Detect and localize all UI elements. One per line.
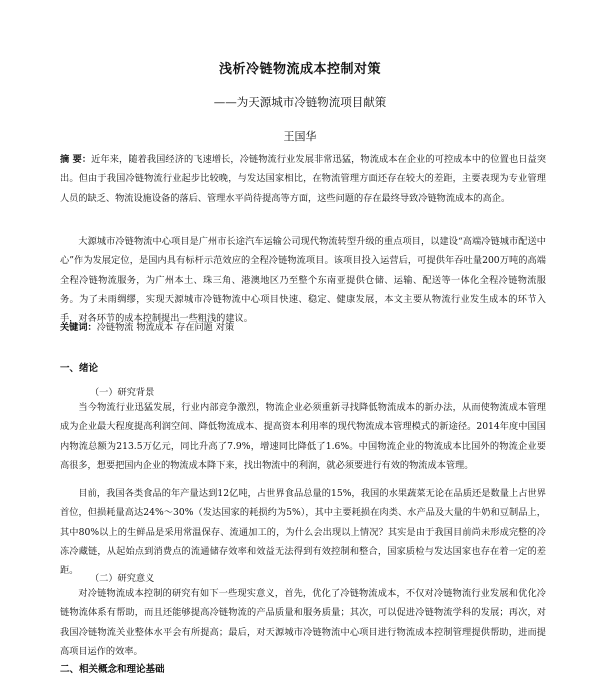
section-1-1-heading: （一）研究背景: [90, 387, 155, 398]
paper-title: 浅析冷链物流成本控制对策: [218, 62, 381, 77]
section-1-2-paragraph-1: 对冷链物流成本控制的研究有如下一些现实意义，首先，优化了冷链物流成本，不仅对冷链物流行业发展和优化冷链物流体系有帮助，而且还能够提高冷链物流的产品质量和服务质量；其次，可以促进冷链物流学科的发展；再次，对我国冷链物流关业整体水平会有所提高；最后，对天源城市冷链物流中心项目进行物流成本控制管理提供帮助，进而提高项目运作的效率。: [60, 588, 546, 657]
abstract-paragraph-2: 大源城市冷链物流中心项目是广州市长途汽车运输公司现代物流转型升级的重点项目，以建设“高端冷链城市配送中心”作为发展定位，是国内具有标杆示范效应的全程冷链物流项目。该项目投入运营后，可提供年吞吐量200万吨的高端全程冷链物流服务，为广州本土、珠三角、港澳地区乃至整个东南亚提供仓储、运输、配送等一体化全程冷链物流服务。为了未雨绸缪，实现天源城市冷链物流中心项目快速、稳定、健康发展，本文主要从物流行业发生成本的环节入手，对各环节的成本控制提出一些粗浅的建议。: [60, 236, 546, 325]
section-1-heading: 一、绪论: [60, 363, 99, 374]
section-2-heading: 二、相关概念和理论基础: [60, 664, 165, 675]
abstract-label: 摘 要：: [60, 154, 92, 165]
author-name: 王国华: [283, 130, 317, 143]
section-1-1-paragraph-1: 当今物流行业迅猛发展，行业内部竞争激烈，物流企业必须重新寻找降低物流成本的新办法，从而使物流成本管理成为企业最大程度提高利润空间、降低物流成本、提高资本利用率的现代物流成本管理模式的新途径。2014年度中国国内物流总额为213.5万亿元，同比升高了7.9%，增速同比降低了1.6%。中国物流企业的物流成本比国外的物流企业要高很多，想要把国内企业的物流成本降下来，找出物流中的利润，就必须要进行有效的物流成本管理。: [60, 402, 546, 471]
section-1-1-paragraph-2: 目前，我国各类食品的年产量达到12亿吨，占世界食品总量的15%，我国的水果蔬菜无论在品质还是数量上占世界首位，但损耗量高达24%～30%（发达国家的耗损约为5%），其中主要耗损在肉类、水产品及大量的牛奶和豆制品上，其中80%以上的生鲜品是采用常温保存、流通加工的，为什么会出现以上情况？其实是由于我国目前尚未形成完整的冷冻冷藏链，从起始点到消费点的流通储存效率和效益无法得到有效控制和整合，国家质检与发达国家也存在着一定的差距。: [60, 488, 546, 577]
keywords-line: [60, 318, 546, 337]
abstract-text: 近年来，随着我国经济的飞速增长，冷链物流行业发展非常迅猛，物流成本在企业的可控成本中的位置也日益突出。但由于我国冷链物流行业起步比较晚，与发达国家相比，在物流管理方面还存在较大的差距，主要表现为专业管理人员的缺乏、物流设施设备的落后、管理水平尚待提高等方面，这些问题的存在最终导致冷链物流成本的高企。: [60, 154, 547, 204]
keywords-text: 冷链物流 物流成本 存在问题 对策: [96, 322, 235, 333]
section-1-2-heading: （二）研究意义: [90, 573, 155, 584]
keywords-label: 关键词：: [60, 322, 97, 333]
abstract-paragraph: [60, 150, 546, 208]
paper-subtitle: ——为天源城市冷链物流项目献策: [213, 95, 387, 109]
